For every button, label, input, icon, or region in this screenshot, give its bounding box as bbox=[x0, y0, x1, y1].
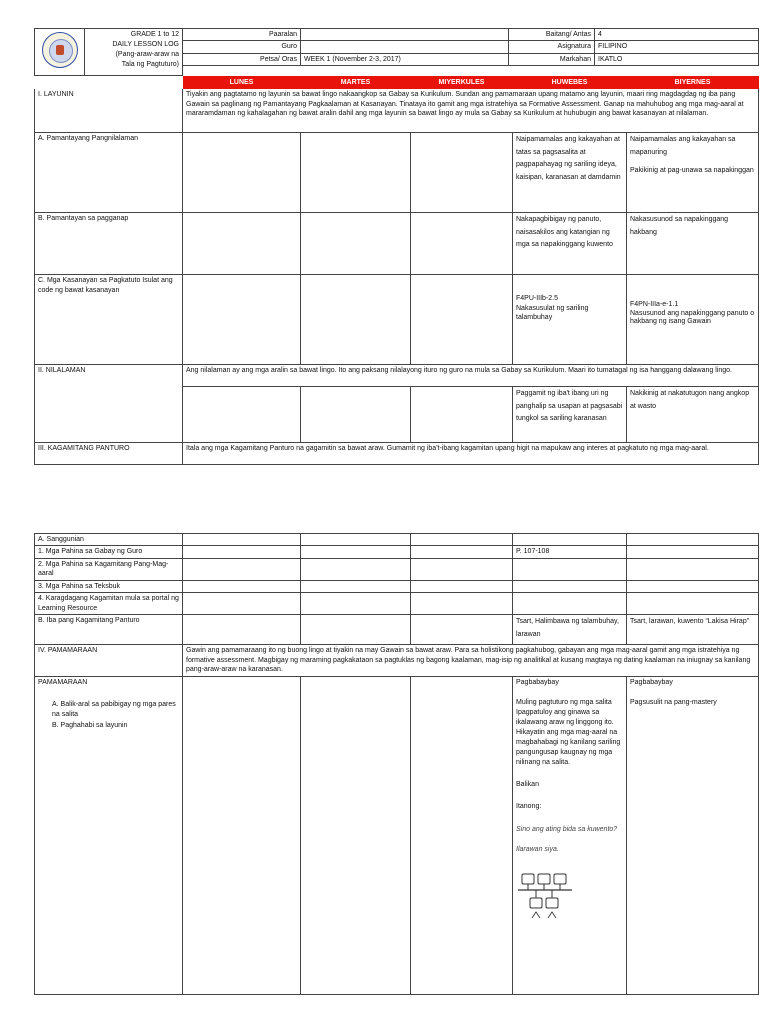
cell-kagamitan-huwebes: Tsart, Halimbawa ng talambuhay, larawan bbox=[513, 615, 627, 645]
cell-nil-biyernes: Nakikinig at nakatutugon nang angkop at wasto bbox=[627, 387, 759, 443]
cell-a-lunes[interactable] bbox=[183, 133, 301, 213]
row-label-teksbuk: 3. Mga Pahina sa Teksbuk bbox=[35, 580, 183, 592]
cell-c-miyerkules[interactable] bbox=[411, 275, 513, 365]
day-header-miyerkules: MIYERKULES bbox=[411, 76, 513, 88]
row-label-mga-kasanayan: C. Mga Kasanayan sa Pagkatuto Isulat ang code ng bawat kasanayan bbox=[35, 275, 183, 365]
cell-proc-martes[interactable] bbox=[301, 677, 411, 995]
cell-proc-lunes[interactable] bbox=[183, 677, 301, 995]
cell-b-biyernes: Nakasusunod sa napakinggang hakbang bbox=[627, 213, 759, 275]
seal-icon bbox=[42, 32, 78, 68]
day-header-martes: MARTES bbox=[301, 76, 411, 88]
cell-b-martes[interactable] bbox=[301, 213, 411, 275]
cell-c-biyernes: F4PN-IIIa-e-1.1 Nasusunod ang napakinggang panuto o hakbang ng isang Gawain bbox=[627, 275, 759, 365]
cell-b-lunes[interactable] bbox=[183, 213, 301, 275]
field-label-markahan: Markahan bbox=[509, 53, 595, 65]
field-value-guro[interactable] bbox=[301, 41, 509, 53]
field-label-petsa: Petsa/ Oras bbox=[183, 53, 301, 65]
step-item: A. Balik-aral sa pabibigay ng mga pares na salita bbox=[52, 700, 176, 718]
proc-heading-huwebes: Pagbabaybay bbox=[516, 679, 559, 687]
row-label-kagamitang-pang-mag-aaral: 2. Mga Pahina sa Kagamitang Pang-Mag-aaral bbox=[35, 558, 183, 580]
cell-b-miyerkules[interactable] bbox=[411, 213, 513, 275]
cell-nil-huwebes: Paggamit ng iba't ibang uri ng panghalip sa usapan at pagsasabi tungkol sa sariling karanasan bbox=[513, 387, 627, 443]
cell-a-martes[interactable] bbox=[301, 133, 411, 213]
skill-code-biyernes: F4PN-IIIa-e-1.1 bbox=[630, 301, 679, 309]
day-header-row bbox=[35, 76, 759, 88]
cell-kagamitan-biyernes: Tsart, larawan, kuwento “Lakisa Hirap” bbox=[627, 615, 759, 645]
lesson-log-page-1 bbox=[34, 28, 758, 465]
field-value-petsa[interactable]: WEEK 1 (November 2-3, 2017) bbox=[301, 53, 509, 65]
cell-a-biyernes: Naipamamalas ang kakayahan sa mapanuring Pakikinig at pag-unawa sa napakinggan bbox=[627, 133, 759, 213]
document-title: GRADE 1 to 12 DAILY LESSON LOG (Pang-araw-araw na Tala ng Pagtuturo) bbox=[85, 29, 183, 76]
section-label-layunin: I. LAYUNIN bbox=[35, 89, 183, 133]
day-header-huwebes: HUWEBES bbox=[513, 76, 627, 88]
field-label-baitang: Baitang/ Antas bbox=[509, 29, 595, 41]
section-label-kagamitang-panturo: III. KAGAMITANG PANTURO bbox=[35, 443, 183, 465]
objectives-table bbox=[34, 76, 759, 465]
deped-logo bbox=[35, 29, 85, 76]
field-label-asignatura: Asignatura bbox=[509, 41, 595, 53]
cell-proc-biyernes: Pagbabaybay Pagsusulit na pang-mastery bbox=[627, 677, 759, 995]
proc-heading-biyernes: Pagbabaybay bbox=[630, 679, 673, 687]
cell-proc-huwebes: Pagbabaybay Muling pagtuturo ng mga salita Ipagpatuloy ang ginawa sa ikalawang araw ng linggong ito. Hikayatin ang mga mag-aaral na magbahabagi ng kanilang sariling pangungusap kaugnay ng mga nilinang na salita. Balikan Itanong: Sino ang ating bida sa kuwento? Ilarawan siya. bbox=[513, 677, 627, 995]
references-table bbox=[34, 533, 759, 995]
day-header-lunes: LUNES bbox=[183, 76, 301, 88]
field-value-markahan[interactable]: IKATLO bbox=[595, 53, 759, 65]
pamamaraan-text: Gawin ang pamamaraang ito ng buong lingo at tiyakin na may Gawain sa bawat araw. Para sa holistikong pagkahubog, gabayan ang mga mag-aaral gamit ang mga istratehiya ng formative assessment. Magbigay ng maraming pagkakataon sa pagtuklas ng bagong kaalaman, mag-isip ng analitikal at kusang magtaya ng dating kaalaman na iniugnay sa kanilang pang-araw-araw na karanasan. bbox=[183, 645, 759, 677]
cell-a-huwebes: Naipamamalas ang kakayahan at tatas sa pagsasalita at pagpapahayag ng sariling ideya, kaisipan, karanasan at damdamin bbox=[513, 133, 627, 213]
graphic-organizer-icon bbox=[516, 872, 576, 920]
row-label-iba-pang-kagamitan: B. Iba pang Kagamitang Panturo bbox=[35, 615, 183, 645]
row-label-learning-resource: 4. Karagdagang Kagamitan mula sa portal ng Learning Resource bbox=[35, 593, 183, 615]
header-table bbox=[34, 28, 759, 76]
cell-nil-miyerkules[interactable] bbox=[411, 387, 513, 443]
step-list bbox=[38, 700, 179, 732]
cell-nil-martes[interactable] bbox=[301, 387, 411, 443]
cell-pahina-huwebes: P. 107-108 bbox=[513, 546, 627, 558]
row-label-gabay-ng-guro: 1. Mga Pahina sa Gabay ng Guro bbox=[35, 546, 183, 558]
nilalaman-text: Ang nilalaman ay ang mga aralin sa bawat lingo. Ito ang paksang nilalayong ituro ng guro na mula sa Gabay sa Kurikulum. Maari ito tumatagal ng isa hanggang dalawang lingo. bbox=[183, 365, 759, 387]
skill-code-huwebes: F4PU-IIIb-2.5 bbox=[516, 295, 559, 303]
row-label-pamamaraan-steps: PAMAMARAAN A. Balik-aral sa pabibigay ng mga pares na salita B. Paghahabi sa layunin bbox=[35, 677, 183, 995]
cell-nil-lunes[interactable] bbox=[183, 387, 301, 443]
lesson-log-page-2 bbox=[34, 533, 758, 995]
row-label-sanggunian: A. Sanggunian bbox=[35, 534, 183, 546]
section-label-nilalaman: II. NILALAMAN bbox=[35, 365, 183, 443]
cell-c-martes[interactable] bbox=[301, 275, 411, 365]
day-header-biyernes: BIYERNES bbox=[627, 76, 759, 88]
step-item: B. Paghahabi sa layunin bbox=[52, 721, 128, 729]
cell-proc-miyerkules[interactable] bbox=[411, 677, 513, 995]
cell-c-lunes[interactable] bbox=[183, 275, 301, 365]
field-label-paaralan: Paaralan bbox=[183, 29, 301, 41]
field-value-baitang[interactable]: 4 bbox=[595, 29, 759, 41]
cell-b-huwebes: Nakapagbibigay ng panuto, naisasakilos ang katangian ng mga sa napakinggang kuwento bbox=[513, 213, 627, 275]
row-label-pamantayan-sa-pagganap: B. Pamantayan sa pagganap bbox=[35, 213, 183, 275]
kagamitan-text: Itala ang mga Kagamitang Panturo na gagamitin sa bawat araw. Gumamit ng iba't-ibang kagamitan upang higit na mapukaw ang interes at pagkatuto ng mga mag-aaral. bbox=[183, 443, 759, 465]
cell-c-huwebes: F4PU-IIIb-2.5 Nakasusulat ng sariling talambuhay bbox=[513, 275, 627, 365]
field-label-guro: Guro bbox=[183, 41, 301, 53]
row-label-pamantayang-pangnilalaman: A. Pamantayang Pangnilalaman bbox=[35, 133, 183, 213]
field-value-asignatura[interactable]: FILIPINO bbox=[595, 41, 759, 53]
field-value-paaralan[interactable] bbox=[301, 29, 509, 41]
section-label-pamamaraan: IV. PAMAMARAAN bbox=[35, 645, 183, 677]
cell-a-miyerkules[interactable] bbox=[411, 133, 513, 213]
layunin-text: Tiyakin ang pagtatamo ng layunin sa bawat lingo nakaangkop sa Gabay sa Kurikulum. Sundan ang pamamaraan upang matamo ang layunin, maari ring magdagdag ng iba pang Gawain sa paglinang ng Pamantayang Pagkaalaman at Kasanayan. Tinataya ito gamit ang mga istratehiya sa Formative Assessment. Ganap na mahuhubog ang mga mag-aaral at mararamdaman ng kahalagahan ng bawat aralin dahil ang mga layunin sa bawat lingo ay mula sa Gabay sa Kurikulum at huhubugin ang bawat kasanayan at nilalaman. bbox=[183, 89, 759, 133]
